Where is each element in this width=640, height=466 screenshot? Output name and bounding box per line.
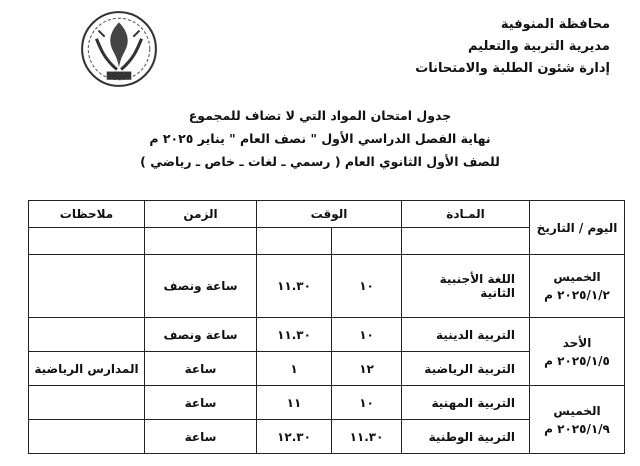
table-row — [29, 255, 625, 318]
header-time: الوقت — [257, 201, 402, 228]
time-from-cell: ١١.٣٠ — [332, 420, 402, 454]
time-to-cell: ١ — [257, 352, 332, 386]
notes-cell: المدارس الرياضية — [29, 352, 145, 386]
time-from-cell: ١٢ — [332, 352, 402, 386]
time-to-cell: ١١.٣٠ — [257, 318, 332, 352]
header-time-to-blank — [257, 228, 332, 255]
header-notes: ملاحظات — [29, 201, 145, 228]
title-line-1: جدول امتحان المواد التي لا تضاف للمجموع — [188, 108, 452, 123]
day-name: الخميس — [553, 270, 601, 284]
day-cell — [530, 386, 625, 454]
subject-cell: التربية الدينية — [402, 318, 530, 352]
notes-cell — [29, 255, 145, 318]
day-date: ٢٠٢٥/١/٩ م — [544, 421, 610, 436]
subject-cell: التربية الرياضية — [402, 352, 530, 386]
day-name: الخميس — [553, 403, 601, 418]
duration-cell: ساعة — [145, 386, 257, 420]
header-subject: المـادة — [402, 201, 530, 228]
header-duration: الزمن — [145, 201, 257, 228]
table-row — [29, 386, 625, 420]
duration-cell: ساعة ونصف — [145, 318, 257, 352]
time-to-cell: ١١ — [257, 386, 332, 420]
directorate-name: مديرية التربية والتعليم — [467, 39, 610, 54]
header-block — [415, 14, 610, 80]
department-name: إدارة شئون الطلبة والامتحانات — [415, 61, 610, 76]
time-to-cell: ١١.٣٠ — [257, 255, 332, 318]
header-duration-blank — [145, 228, 257, 255]
header-day-date: اليوم / التاريخ — [530, 201, 625, 255]
subject-cell: التربية الوطنية — [402, 420, 530, 454]
time-from-cell: ١٠ — [332, 386, 402, 420]
governorate-name: محافظة المنوفية — [500, 17, 610, 32]
day-cell — [530, 255, 625, 318]
header-subject-blank — [402, 228, 530, 255]
header-time-from-blank — [332, 228, 402, 255]
day-cell — [530, 318, 625, 386]
time-to-cell: ١٢.٣٠ — [257, 420, 332, 454]
duration-cell: ساعة — [145, 420, 257, 454]
title-line-3: للصف الأول الثانوي العام ( رسمي ـ لغات ـ خاص ـ رياضي ) — [140, 154, 500, 169]
header-notes-blank — [29, 228, 145, 255]
title-line-2: نهاية الفصل الدراسي الأول " نصف العام " يناير ٢٠٢٥ م — [149, 131, 491, 146]
time-from-cell: ١٠ — [332, 318, 402, 352]
table-row — [29, 318, 625, 352]
subject-cell: اللغة الأجنبية الثانية — [402, 255, 530, 318]
day-date: ٢٠٢٥/١/٢ م — [544, 288, 610, 302]
governorate-emblem-icon — [78, 8, 160, 90]
duration-cell: ساعة — [145, 352, 257, 386]
subject-cell: التربية المهنية — [402, 386, 530, 420]
time-from-cell: ١٠ — [332, 255, 402, 318]
document-titles — [0, 104, 640, 173]
exam-schedule-table — [28, 200, 625, 454]
notes-cell — [29, 386, 145, 420]
day-name: الأحد — [562, 335, 592, 350]
notes-cell — [29, 420, 145, 454]
day-date: ٢٠٢٥/١/٥ م — [544, 353, 610, 368]
notes-cell — [29, 318, 145, 352]
duration-cell: ساعة ونصف — [145, 255, 257, 318]
